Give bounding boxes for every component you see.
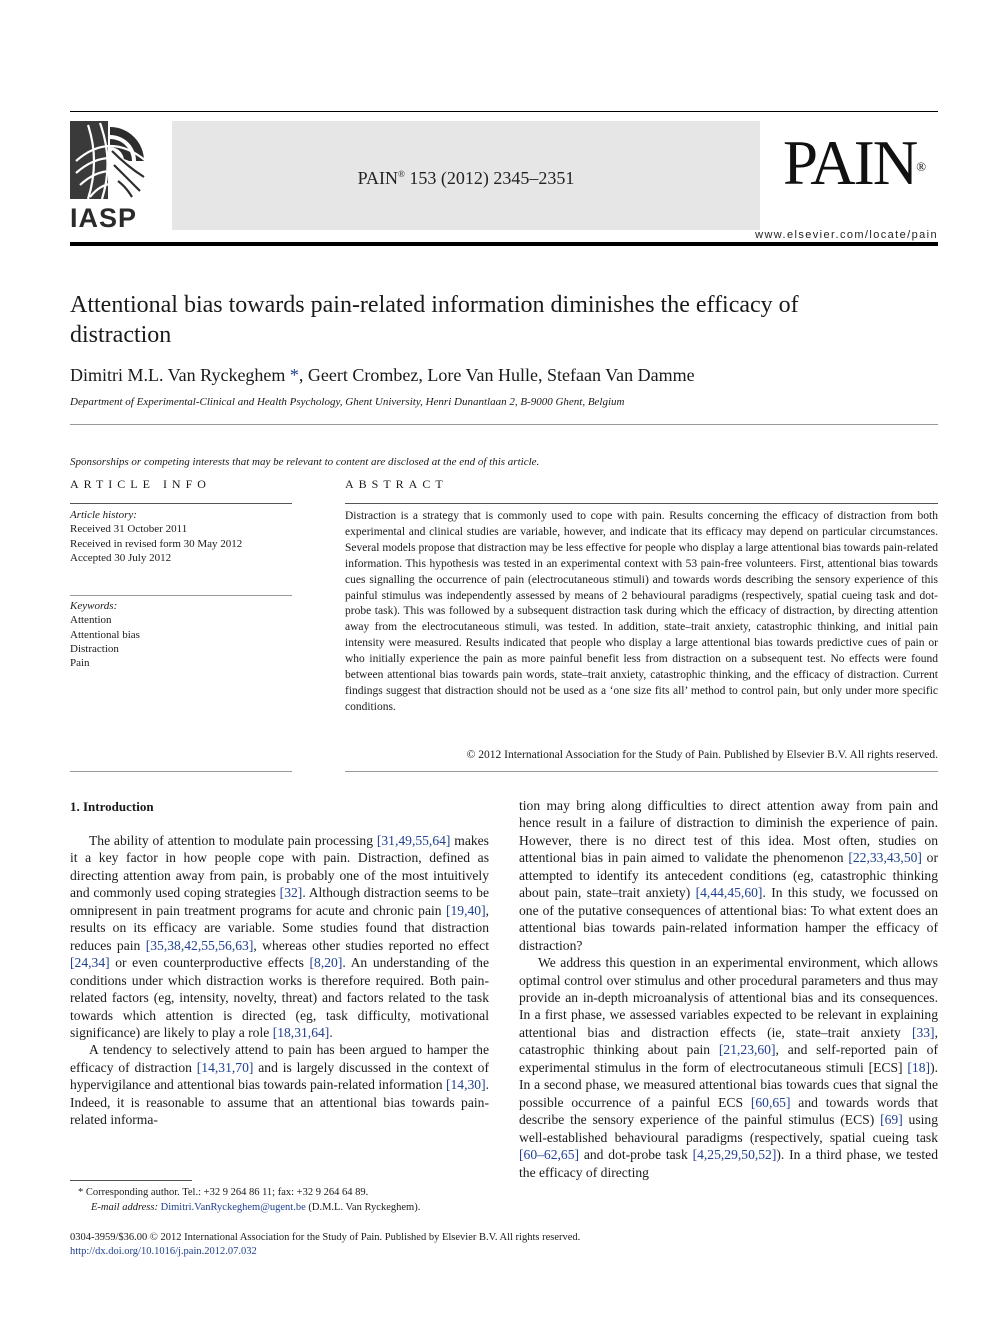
paragraph-text: and is largely discussed in the context of hypervigilance and attentional bias towards pain-related information — [70, 1059, 489, 1093]
paragraph-text: , catastrophic thinking about pain — [519, 1024, 938, 1058]
paragraph-text: or attempted to identify its antecedent conditions (eg, catastrophic thinking about pain, state–trait anxiety) — [519, 850, 938, 901]
citation-link[interactable]: [14,30] — [445, 1077, 486, 1093]
affiliation: Department of Experimental-Clinical and Health Psychology, Ghent University, Henri Dunantlaan 2, B-9000 Ghent, Belgium — [70, 396, 625, 408]
intro-paragraph — [519, 797, 938, 954]
citation-link[interactable]: [18] — [907, 1059, 931, 1075]
paragraph-text: and dot-probe task — [579, 1147, 693, 1163]
paragraph-text: A tendency to selectively attend to pain has been argued to hamper the efficacy of distraction — [70, 1042, 489, 1075]
citation-link[interactable]: [24,34] — [70, 955, 110, 971]
author-1: Dimitri M.L. Van Ryckeghem — [70, 365, 286, 385]
author-2: Geert Crombez — [307, 365, 419, 385]
keywords-rule — [70, 595, 292, 596]
citation-link[interactable]: [4,44,45,60] — [695, 885, 763, 901]
abstract-rule — [345, 503, 938, 504]
footer-issn: 0304-3959/$36.00 © 2012 International Association for the Study of Pain. Published by Elsevier B.V. All rights reserved. — [70, 1232, 581, 1243]
abstract-heading: ABSTRACT — [345, 477, 448, 491]
paragraph-text: ). In a second phase, we measured attentional bias towards cues that signal the possible occurrence of a painful ECS — [519, 1059, 938, 1110]
email-link[interactable]: Dimitri.VanRyckeghem@ugent.be — [160, 1202, 306, 1213]
paragraph-text: . Indeed, it is reasonable to assume that an attentional bias towards pain-related informa- — [70, 1077, 489, 1128]
pain-logo — [783, 130, 924, 196]
paragraph-text: makes it a key factor in how people cope with pain. Distraction, defined as directing attention away from pain, is probably one of the most intuitively and commonly used coping strategies — [70, 833, 489, 901]
keyword-item: Attention — [70, 614, 112, 627]
citation-link[interactable]: [19,40] — [445, 902, 486, 918]
intro-paragraph — [70, 832, 489, 1041]
paragraph-text: , and self-reported pain of experimental stimulus in the form of electrocutaneous stimuli [ECS] — [519, 1042, 938, 1075]
paragraph-text: We address this question in an experimental environment, which allows optimal control over stimulus and other procedural parameters and thus may provide an in-depth microanalysis of attentional bias and its consequences. In a first phase, we assessed variables expected to be relevant in explaining attentional bias and distraction effects (ie, state–trait anxiety — [519, 955, 938, 1040]
journal-citation — [172, 162, 760, 190]
keywords-label: Keywords: — [70, 600, 118, 612]
pain-logo-super: ® — [916, 159, 925, 174]
footnote-email — [91, 1201, 420, 1215]
author-3: Lore Van Hulle — [427, 365, 539, 385]
abstract-bottom-rule — [345, 771, 938, 772]
article-info-rule — [70, 503, 292, 504]
author-sep: , — [418, 365, 428, 385]
article-history — [70, 508, 292, 565]
author-4: Stefaan Van Damme — [547, 365, 695, 385]
pain-logo-text: PAIN — [783, 128, 917, 198]
corresponding-author-mark[interactable]: * — [285, 365, 299, 385]
article-info-bottom-rule — [70, 771, 292, 772]
journal-super: ® — [398, 169, 405, 179]
keyword-item: Distraction — [70, 642, 119, 655]
top-rule — [70, 111, 938, 112]
intro-right-column — [519, 797, 938, 1181]
citation-link[interactable]: [18,31,64] — [272, 1024, 330, 1040]
citation-link[interactable]: [4,25,29,50,52] — [692, 1147, 777, 1163]
intro-paragraph — [70, 1041, 489, 1128]
intro-paragraph — [519, 954, 938, 1181]
keyword-item: Pain — [70, 657, 90, 670]
sponsorship-note: Sponsorships or competing interests that may be relevant to content are disclosed at the end of this article. — [70, 456, 540, 468]
citation-link[interactable]: [21,23,60] — [718, 1042, 776, 1058]
affiliation-rule — [70, 424, 938, 425]
paragraph-text: . In this study, we focussed on one of the putative consequences of attentional bias: To what extent does an attentional bias towards pain-related information hamper the efficacy of distraction? — [519, 885, 938, 953]
email-label: E-mail address: — [91, 1202, 161, 1213]
citation-volume: 153 (2012) 2345–2351 — [404, 168, 575, 188]
abstract-text: Distraction is a strategy that is commonly used to cope with pain. Results concerning the efficacy of distraction from both experimental and clinical studies are variable, however, and indicate that its efficacy may depend on particular circumstances. Several models propose that distraction may be less effective for people who display a large attentional bias towards pain-related information. This hypothesis was tested in an experimental context with 53 pain-free volunteers. First, attentional bias towards cues signalling the occurrence of pain (electrocutaneous stimuli) and towards words describing the sensory experience of this painful stimulus was independently assessed by means of 2 behavioural paradigms (respectively, spatial cueing task and dot-probe task). This was followed by a subsequent distraction task during which the efficacy of distraction, by directing attention away from the electrocutaneous stimuli, was tested. In addition, state–trait anxiety, catastrophic thinking, and initial pain intensity were measured. Results indicated that people who display a large attentional bias towards predictive cues of pain or who initially experience the pain as more painful benefit less from distraction on a subsequent test. No effects were found between attentional bias towards pain words, state–trait anxiety, catastrophic thinking, and the efficacy of distraction. Current findings suggest that distraction should not be used as a ‘one size fits all’ method to control pain, but only under more specific conditions. — [345, 510, 938, 713]
iasp-wordmark: IASP — [70, 203, 138, 233]
citation-link[interactable]: [14,31,70] — [196, 1059, 254, 1075]
doi-link[interactable]: http://dx.doi.org/10.1016/j.pain.2012.07.032 — [70, 1246, 257, 1257]
intro-left-column — [70, 832, 489, 1129]
paragraph-text: and towards words that describe the sensory experience of the painful stimulus (ECS) — [519, 1094, 939, 1128]
author-sep: , — [298, 365, 308, 385]
author-sep: , — [538, 365, 548, 385]
paragraph-text: using well-established behavioural paradigms (respectively, spatial cueing task — [519, 1112, 939, 1145]
history-label: Article history: — [70, 509, 137, 521]
intro-heading: 1. Introduction — [70, 799, 154, 814]
citation-link[interactable]: [60,65] — [750, 1094, 791, 1110]
history-revised: Received in revised form 30 May 2012 — [70, 537, 243, 550]
footnote-corresponding: * Corresponding author. Tel.: +32 9 264 86 11; fax: +32 9 264 64 89. — [78, 1187, 369, 1198]
journal-name: PAIN — [357, 168, 398, 188]
history-accepted: Accepted 30 July 2012 — [70, 551, 172, 564]
citation-link[interactable]: [33] — [911, 1024, 935, 1040]
citation-link[interactable]: [32] — [279, 885, 303, 901]
paragraph-text: . Although distraction seems to be omnipresent in pain treatment programs for acute and chronic pain — [70, 885, 489, 918]
history-received: Received 31 October 2011 — [70, 523, 188, 536]
paragraph-text: . An understanding of the conditions under which distraction works is therefore required. Both pain-related factors (eg, intensity, novelty, threat) and factors related to the task towards which attention is directed (eg, task difficulty, motivational significance) are likely to play a role — [70, 955, 489, 1040]
citation-link[interactable]: [60–62,65] — [519, 1147, 580, 1163]
iasp-logo-icon — [70, 121, 150, 201]
email-suffix: (D.M.L. Van Ryckeghem). — [305, 1202, 421, 1213]
paragraph-text: , whereas other studies reported no effect — [253, 937, 489, 953]
paragraph-text: The ability of attention to modulate pain processing — [89, 833, 377, 848]
citation-link[interactable]: [69] — [880, 1112, 903, 1128]
citation-link[interactable]: [35,38,42,55,56,63] — [145, 937, 254, 953]
paragraph-text: ). In a third phase, we tested the efficacy of directing — [519, 1147, 938, 1180]
keyword-item: Attentional bias — [70, 628, 140, 641]
paragraph-text: tion may bring along difficulties to direct attention away from pain and hence result in a failure of distraction to diminish the experience of pain. However, there is no direct test of this idea. Most often, studies on attentional bias in pain aimed to validate the phenomenon — [519, 798, 938, 866]
paragraph-text: , results on its efficacy are variable. Some studies found that distraction reduces pain — [70, 902, 489, 953]
citation-link[interactable]: [31,49,55,64] — [376, 833, 451, 848]
paragraph-text: or even counterproductive effects — [109, 955, 310, 971]
article-title: Attentional bias towards pain-related information diminishes the efficacy of distraction — [70, 292, 799, 348]
paragraph-text: . — [329, 1024, 333, 1040]
citation-link[interactable]: [22,33,43,50] — [848, 850, 922, 866]
abstract-copyright: © 2012 International Association for the Study of Pain. Published by Elsevier B.V. All rights reserved. — [466, 749, 938, 761]
citation-link[interactable]: [8,20] — [309, 955, 343, 971]
author-list — [70, 363, 695, 387]
article-info-heading: ARTICLE INFO — [70, 477, 211, 491]
footnote-rule — [70, 1180, 192, 1181]
journal-url[interactable]: www.elsevier.com/locate/pain — [755, 229, 938, 241]
header-thick-rule — [70, 242, 938, 246]
keywords — [70, 599, 292, 670]
